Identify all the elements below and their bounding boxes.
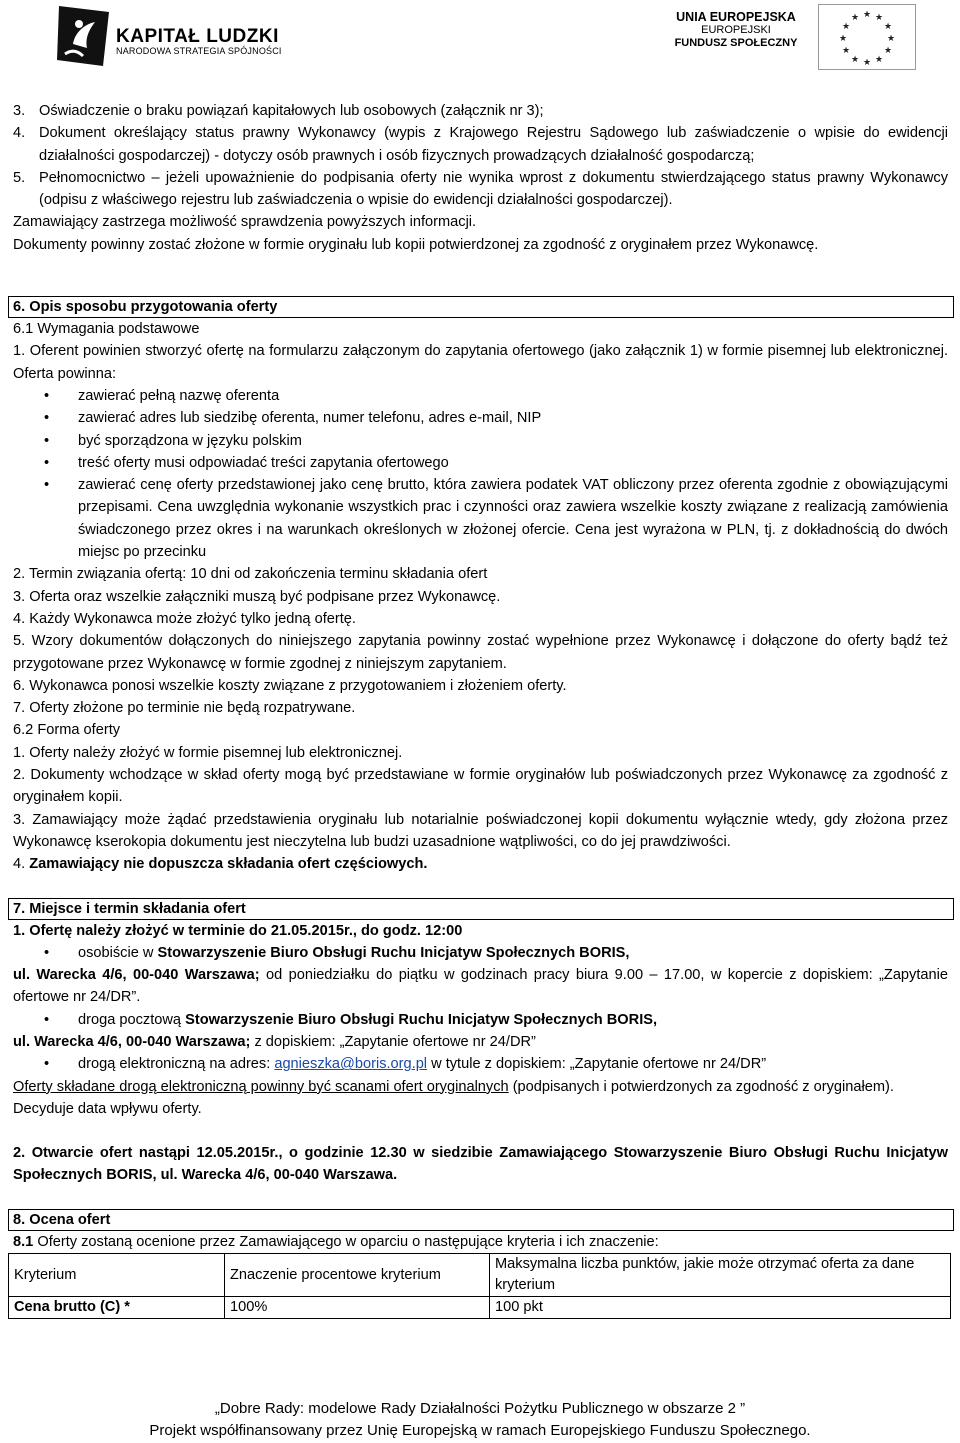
paragraph: 3. Zamawiający może żądać przedstawienia oryginału lub notarialnie poświadczonej kopii dokumentu wyłącznie wtedy, gdy złożona przez Wykonawcę kserokopia dokumentu jest nieczytelna lub budzi uzasadnione wątpliwości, co do jej prawdziwości.	[13, 811, 948, 850]
subsection-heading: 6.2 Forma oferty	[13, 722, 121, 739]
paragraph: 7. Oferty złożone po terminie nie będą rozpatrywane.	[13, 700, 356, 717]
email-link[interactable]: agnieszka@boris.org.pl	[274, 1056, 428, 1073]
address-text: ul. Warecka 4/6, 00-040 Warszawa; z dopiskiem: „Zapytanie ofertowe nr 24/DR”	[13, 1033, 536, 1050]
opening-text: 2. Otwarcie ofert nastąpi 12.05.2015r., o godzinie 12.30 w siedzibie Zamawiającego Stowarzyszenie Biuro Obsługi Ruchu Inicjatyw Społecznych BORIS, ul. Warecka 4/6, 00-040 Warszawa.	[13, 1145, 948, 1184]
section-6-heading: 6. Opis sposobu przygotowania oferty	[8, 296, 954, 318]
page-header	[0, 0, 960, 80]
table-cell: Cena brutto (C) *	[9, 1297, 225, 1319]
table-header-cell: Znaczenie procentowe kryterium	[225, 1254, 490, 1297]
eu-line-3: FUNDUSZ SPOŁECZNY	[674, 37, 798, 49]
delivery-list	[13, 1053, 948, 1075]
delivery-list	[13, 942, 948, 964]
list-item: 3. Oświadczenie o braku powiązań kapitałowych lub osobowych (załącznik nr 3);	[13, 103, 544, 119]
kapital-ludzki-title: KAPITAŁ LUDZKI	[116, 26, 279, 47]
list-item: • być sporządzona w języku polskim	[13, 430, 948, 452]
svg-text:★: ★	[841, 22, 851, 32]
footer-line-1: „Dobre Rady: modelowe Rady Działalności Pożytku Publicznego w obszarze 2 ”	[214, 1400, 746, 1417]
address-text: ul. Warecka 4/6, 00-040 Warszawa; od poniedziałku do piątku w godzinach pracy biura 9.00 – 17.00, w kopercie z dopiskiem: „Zapytanie ofertowe nr 24/DR”.	[13, 967, 948, 1006]
paragraph: 4. Zamawiający nie dopuszcza składania ofert częściowych.	[13, 856, 428, 873]
list-item: • osobiście w Stowarzyszenie Biuro Obsługi Ruchu Inicjatyw Społecznych BORIS,	[13, 942, 948, 964]
list-item: • zawierać cenę oferty przedstawionej jako cenę brutto, która zawiera podatek VAT obliczony przez oferenta zgodnie z obowiązującymi przepisami. Cena uwzględnia wykonanie wszystkich prac i czynności oraz zawiera wszelkie koszty związane z realizacją zamówienia świadczonego przez okres i na warunkach określonych w złożonej ofercie. Cena jest wyrażona w PLN, tj. z dokładnością do dwóch miejsc po przecinku	[13, 474, 948, 563]
eu-line-2: EUROPEJSKI	[701, 24, 771, 36]
deadline-text: 1. Ofertę należy złożyć w terminie do 21.05.2015r., do godz. 12:00	[13, 922, 463, 939]
kapital-ludzki-logo	[55, 4, 113, 68]
svg-text:★: ★	[886, 34, 896, 44]
table-cell: 100%	[225, 1297, 490, 1319]
list-item: 4. Dokument określający status prawny Wykonawcy (wypis z Krajowego Rejestru Sądowego lub zaświadczenie o wpisie do ewidencji działalności gospodarczej) - dotyczy osób prawnych i osób fizycznych prowadzących działalność gospodarczą;	[13, 125, 948, 164]
eu-line-1: UNIA EUROPEJSKA	[676, 10, 796, 24]
table-header-cell: Maksymalna liczba punktów, jakie może otrzymać oferta za dane kryterium	[490, 1254, 951, 1297]
list-item: • zawierać pełną nazwę oferenta	[13, 385, 948, 407]
list-item: • zawierać adres lub siedzibę oferenta, numer telefonu, adres e-mail, NIP	[13, 407, 948, 429]
svg-text:★: ★	[850, 13, 860, 23]
table-cell: 100 pkt	[490, 1297, 951, 1319]
delivery-list	[13, 1009, 948, 1031]
table-header-cell: Kryterium	[9, 1254, 225, 1297]
paragraph: 2. Termin związania ofertą: 10 dni od zakończenia terminu składania ofert	[13, 566, 488, 583]
kapital-ludzki-subtitle: NARODOWA STRATEGIA SPÓJNOŚCI	[116, 46, 282, 56]
page-footer	[0, 1398, 960, 1442]
eu-logo-text	[660, 10, 812, 50]
paragraph: 1. Oferent powinien stworzyć ofertę na formularzu załączonym do zapytania ofertowego (jako załącznik 1) w formie pisemnej lub elektronicznej. Oferta powinna:	[13, 343, 948, 382]
paragraph: 6. Wykonawca ponosi wszelkie koszty związane z przygotowaniem i złożeniem oferty.	[13, 677, 567, 694]
eu-flag-icon	[818, 4, 916, 70]
list-item: • drogą elektroniczną na adres: agnieszka@boris.org.pl w tytule z dopiskiem: „Zapytanie ofertowe nr 24/DR”	[13, 1053, 948, 1075]
svg-text:★: ★	[862, 58, 872, 68]
table-row	[9, 1297, 951, 1319]
paragraph: 8.1 Oferty zostaną ocenione przez Zamawiającego w oparciu o następujące kryteria i ich znaczenie:	[13, 1233, 659, 1250]
list-item: 5. Pełnomocnictwo – jeżeli upoważnienie do podpisania oferty nie wynika wprost z dokumentu stwierdzającego status prawny Wykonawcy (odpisu z właściwego rejestru lub zaświadczenia o wpisie do ewidencji działalności gospodarczej).	[13, 169, 948, 209]
svg-text:★: ★	[874, 55, 884, 65]
paragraph: Oferty składane drogą elektroniczną powinny być scanami ofert oryginalnych (podpisanych i potwierdzonych za zgodność z oryginałem).	[13, 1078, 894, 1095]
section-7-heading: 7. Miejsce i termin składania ofert	[8, 898, 954, 920]
svg-text:★: ★	[883, 46, 893, 56]
note-text: Dokumenty powinny zostać złożone w formie oryginału lub kopii potwierdzonej za zgodność z oryginałem przez Wykonawcę.	[13, 236, 819, 253]
requirements-list	[13, 385, 948, 563]
paragraph: 2. Dokumenty wchodzące w skład oferty mogą być przedstawiane w formie oryginałów lub poświadczonych przez Wykonawcę za zgodność z oryginałem kopii.	[13, 767, 948, 806]
paragraph: 5. Wzory dokumentów dołączonych do niniejszego zapytania powinny zostać wypełnione przez Wykonawcę i dołączone do oferty bądź też przygotowane przez Wykonawcę w formie zgodnej z niniejszym zapytaniem.	[13, 633, 948, 672]
svg-text:★: ★	[841, 46, 851, 56]
paragraph: Decyduje data wpływu oferty.	[13, 1100, 202, 1117]
svg-text:★: ★	[883, 22, 893, 32]
criteria-table	[8, 1253, 951, 1319]
svg-text:★: ★	[862, 10, 872, 20]
paragraph: 3. Oferta oraz wszelkie załączniki muszą być podpisane przez Wykonawcę.	[13, 588, 501, 605]
footer-line-2: Projekt współfinansowany przez Unię Europejską w ramach Europejskiego Funduszu Społecznego.	[149, 1422, 811, 1439]
document-body	[13, 100, 948, 1319]
svg-text:★: ★	[850, 55, 860, 65]
paragraph: 4. Każdy Wykonawca może złożyć tylko jedną ofertę.	[13, 610, 356, 627]
subsection-heading: 6.1 Wymagania podstawowe	[13, 321, 200, 338]
table-row	[9, 1254, 951, 1297]
section-8-heading: 8. Ocena ofert	[8, 1209, 954, 1231]
svg-text:★: ★	[874, 13, 884, 23]
note-text: Zamawiający zastrzega możliwość sprawdzenia powyższych informacji.	[13, 214, 477, 231]
list-item: • droga pocztową Stowarzyszenie Biuro Obsługi Ruchu Inicjatyw Społecznych BORIS,	[13, 1009, 948, 1031]
paragraph: 1. Oferty należy złożyć w formie pisemnej lub elektronicznej.	[13, 744, 403, 761]
list-item: • treść oferty musi odpowiadać treści zapytania ofertowego	[13, 452, 948, 474]
svg-text:★: ★	[838, 34, 848, 44]
